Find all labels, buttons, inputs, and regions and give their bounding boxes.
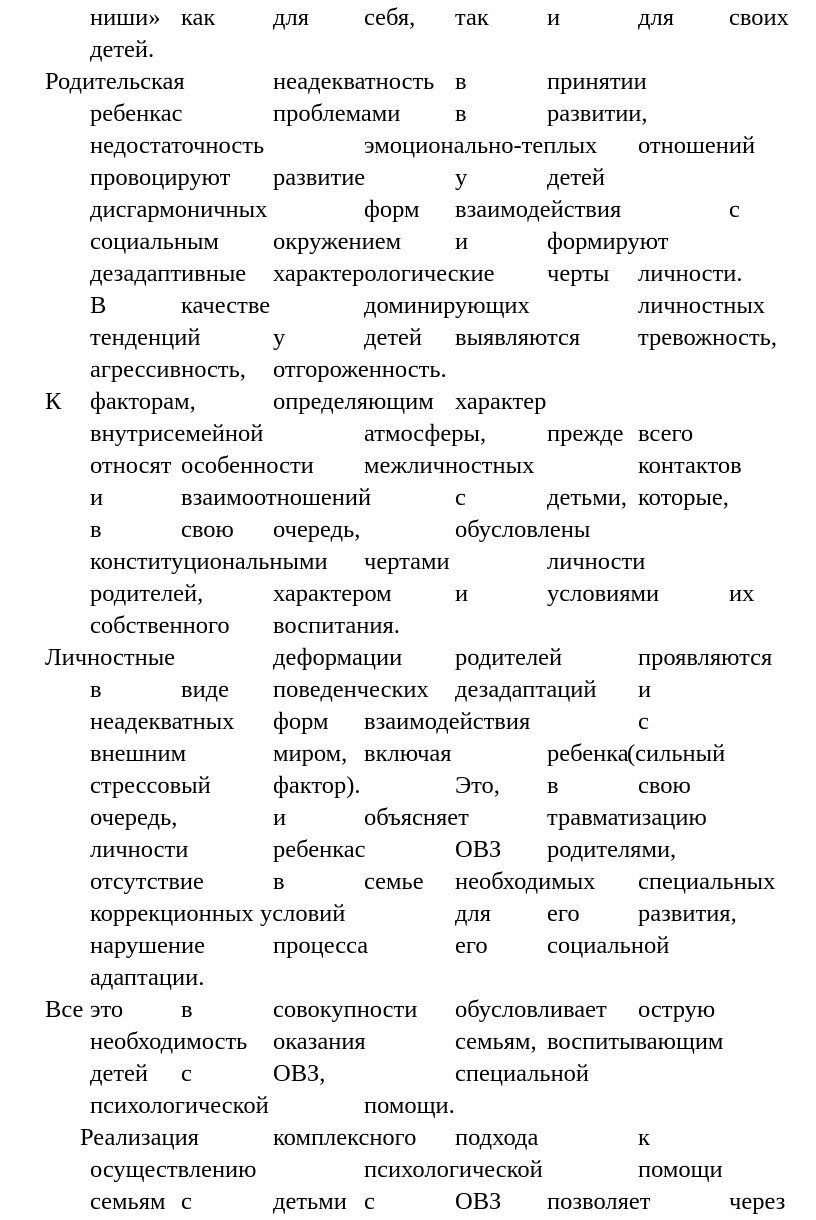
- word: психологической: [90, 1092, 269, 1119]
- text-line: [0, 98, 816, 130]
- text-line: [0, 386, 816, 418]
- word: к: [638, 1124, 650, 1151]
- word: собственного: [90, 612, 230, 639]
- word: коррекционных: [90, 900, 254, 927]
- word: специальных: [638, 868, 776, 895]
- word: и: [455, 228, 469, 255]
- word: ОВЗ: [455, 1188, 502, 1215]
- word: для: [638, 4, 674, 31]
- word: социальным: [90, 228, 219, 255]
- word: окружением: [273, 228, 402, 255]
- word: развитие: [273, 164, 366, 191]
- word: доминирующих: [364, 292, 530, 319]
- word: острую: [638, 996, 716, 1023]
- word: семьям,: [455, 1028, 537, 1055]
- word: фактор).: [273, 772, 361, 799]
- word: стрессовый: [90, 772, 211, 799]
- word: совокупности: [273, 996, 418, 1023]
- text-line: [0, 418, 816, 450]
- text-line: [0, 898, 816, 930]
- word: неадекватность: [273, 68, 435, 95]
- word: у: [455, 164, 468, 191]
- word: детьми: [273, 1188, 347, 1215]
- word: и: [547, 4, 561, 31]
- word: детей: [364, 324, 423, 351]
- word: которые,: [638, 484, 729, 511]
- text-line: [0, 1058, 816, 1090]
- word: в: [181, 996, 193, 1023]
- word: особенности: [181, 452, 314, 479]
- text-line: [0, 930, 816, 962]
- word: прежде: [547, 420, 624, 447]
- word: с: [364, 1188, 375, 1215]
- word: форм: [364, 196, 420, 223]
- word: принятии: [547, 68, 647, 95]
- text-line: [0, 578, 816, 610]
- text-line: [0, 1154, 816, 1186]
- text-line: [0, 962, 816, 994]
- word: с: [181, 1060, 192, 1087]
- word: Родительская: [45, 68, 185, 95]
- word: поведенческих: [273, 676, 429, 703]
- word: необходимых: [455, 868, 596, 895]
- word: в: [455, 68, 467, 95]
- word: объясняет: [364, 804, 469, 831]
- word: агрессивность,: [90, 356, 246, 383]
- word: детей: [547, 164, 606, 191]
- word: недостаточность: [90, 132, 265, 159]
- word: социальной: [547, 932, 670, 959]
- text-line: [0, 514, 816, 546]
- text-line: [0, 1122, 816, 1154]
- word: качестве: [181, 292, 271, 319]
- text-line: [0, 354, 816, 386]
- word: определяющим: [273, 388, 434, 415]
- text-line: [0, 1026, 816, 1058]
- word: внутрисемейной: [90, 420, 264, 447]
- word: его: [455, 932, 488, 959]
- word: это: [90, 996, 124, 1023]
- word: ОВЗ,: [273, 1060, 326, 1087]
- word: черты: [547, 260, 610, 287]
- word: дезадаптивные: [90, 260, 247, 287]
- word: Реализация: [80, 1124, 199, 1151]
- text-line: [0, 770, 816, 802]
- word: воспитания.: [273, 612, 400, 639]
- text-line: [0, 162, 816, 194]
- text-line: [0, 482, 816, 514]
- word: тенденций: [90, 324, 201, 351]
- word: межличностных: [364, 452, 535, 479]
- word: личности: [547, 548, 646, 575]
- word: атмосферы,: [364, 420, 487, 447]
- word: Это,: [455, 772, 500, 799]
- word: очередь,: [90, 804, 178, 831]
- word: у: [273, 324, 286, 351]
- word: эмоционально-теплых: [364, 132, 598, 159]
- word: выявляются: [455, 324, 581, 351]
- word: позволяет: [547, 1188, 651, 1215]
- word: с: [455, 484, 466, 511]
- word: так: [455, 4, 489, 31]
- word: виде: [181, 676, 230, 703]
- text-line: [0, 610, 816, 642]
- word: в: [455, 100, 467, 127]
- word: нарушение: [90, 932, 205, 959]
- word: отношений: [638, 132, 756, 159]
- text-line: [0, 34, 816, 66]
- word: для: [273, 4, 309, 31]
- word: обусловлены: [455, 516, 591, 543]
- word: формируют: [547, 228, 669, 255]
- word: характером: [273, 580, 392, 607]
- word: родителей: [455, 644, 563, 671]
- word: (сильный: [627, 740, 726, 767]
- word: с: [181, 1188, 192, 1215]
- word: своих: [729, 4, 789, 31]
- word: необходимость: [90, 1028, 248, 1055]
- word: себя,: [364, 4, 416, 31]
- word: адаптации.: [90, 964, 205, 991]
- text-line: [0, 194, 816, 226]
- word: в: [547, 772, 559, 799]
- text-line: [0, 546, 816, 578]
- word: семьям: [90, 1188, 166, 1215]
- word: взаимодействия: [364, 708, 531, 735]
- word: проявляются: [638, 644, 773, 671]
- text-line: [0, 1090, 816, 1122]
- word: провоцируют: [90, 164, 231, 191]
- word: обусловливает: [455, 996, 607, 1023]
- text-line: [0, 1186, 816, 1218]
- word: контактов: [638, 452, 742, 479]
- text-line: [0, 674, 816, 706]
- text-line: [0, 2, 816, 34]
- word: помощи: [638, 1156, 723, 1183]
- word: свою: [638, 772, 691, 799]
- word: включая: [364, 740, 452, 767]
- word: семье: [364, 868, 424, 895]
- word: миром,: [273, 740, 348, 767]
- word: ОВЗ: [455, 836, 502, 863]
- word: факторам,: [90, 388, 196, 415]
- word: с: [729, 196, 740, 223]
- text-line: [0, 866, 816, 898]
- word: подхода: [455, 1124, 539, 1151]
- word: форм: [273, 708, 329, 735]
- word: ребенкас: [90, 100, 183, 127]
- word: характер: [455, 388, 547, 415]
- word: свою: [181, 516, 234, 543]
- word: К: [45, 388, 62, 415]
- word: неадекватных: [90, 708, 235, 735]
- word: процесса: [273, 932, 369, 959]
- word: очередь,: [273, 516, 361, 543]
- word: родителей,: [90, 580, 204, 607]
- word: ребенка: [547, 740, 629, 767]
- text-line: [0, 322, 816, 354]
- text-line: [0, 258, 816, 290]
- word: осуществлению: [90, 1156, 257, 1183]
- word: детей.: [90, 36, 155, 63]
- word: детьми,: [547, 484, 627, 511]
- word: помощи.: [364, 1092, 455, 1119]
- word: личности.: [638, 260, 743, 287]
- word: с: [638, 708, 649, 735]
- word: деформации: [273, 644, 403, 671]
- word: для: [455, 900, 491, 927]
- word: условиями: [547, 580, 660, 607]
- word: в: [90, 676, 102, 703]
- word: В: [90, 292, 107, 319]
- word: характерологические: [273, 260, 495, 287]
- word: и: [455, 580, 469, 607]
- word: комплексного: [273, 1124, 417, 1151]
- word: взаимодействия: [455, 196, 622, 223]
- word: в: [90, 516, 102, 543]
- word: психологической: [364, 1156, 543, 1183]
- text-line: [0, 66, 816, 98]
- text-line: [0, 738, 816, 770]
- text-line: [0, 642, 816, 674]
- word: его: [547, 900, 580, 927]
- word: специальной: [455, 1060, 590, 1087]
- word: детей: [90, 1060, 149, 1087]
- word: конституциональными: [90, 548, 328, 575]
- word: воспитывающим: [547, 1028, 724, 1055]
- word: ребенкас: [273, 836, 366, 863]
- text-line: [0, 130, 816, 162]
- word: родителями,: [547, 836, 677, 863]
- text-line: [0, 226, 816, 258]
- word: и: [638, 676, 652, 703]
- word: внешним: [90, 740, 187, 767]
- word: проблемами: [273, 100, 401, 127]
- word: и: [90, 484, 104, 511]
- word: оказания: [273, 1028, 366, 1055]
- word: и: [273, 804, 287, 831]
- word: всего: [638, 420, 694, 447]
- word: через: [729, 1188, 786, 1215]
- word: отсутствие: [90, 868, 204, 895]
- word: Все: [45, 996, 84, 1023]
- word: дезадаптаций: [455, 676, 597, 703]
- word: травматизацию: [547, 804, 707, 831]
- word: личности: [90, 836, 189, 863]
- word: личностных: [638, 292, 766, 319]
- word: ниши»: [90, 4, 161, 31]
- word: относят: [90, 452, 172, 479]
- word: как: [181, 4, 216, 31]
- text-line: [0, 290, 816, 322]
- word: в: [273, 868, 285, 895]
- word: дисгармоничных: [90, 196, 268, 223]
- word: чертами: [364, 548, 450, 575]
- text-line: [0, 994, 816, 1026]
- word: их: [729, 580, 755, 607]
- word: развития,: [638, 900, 737, 927]
- word: условий: [260, 900, 346, 927]
- word: развитии,: [547, 100, 648, 127]
- word: отгороженность.: [273, 356, 447, 383]
- word: взаимоотношений: [181, 484, 372, 511]
- word: тревожность,: [638, 324, 777, 351]
- text-line: [0, 450, 816, 482]
- text-line: [0, 706, 816, 738]
- text-line: [0, 834, 816, 866]
- word: Личностные: [45, 644, 176, 671]
- text-line: [0, 802, 816, 834]
